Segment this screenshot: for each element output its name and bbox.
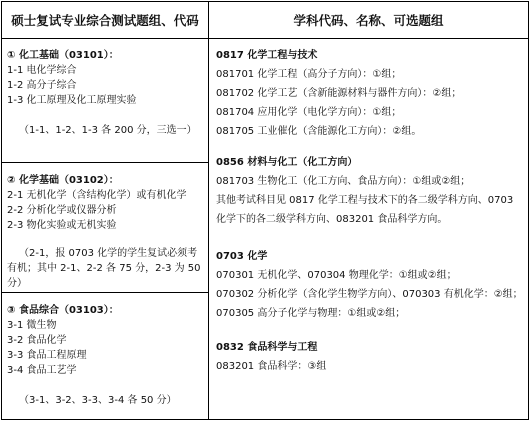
group-cell-2	[2, 163, 209, 293]
group-cell-1	[2, 39, 209, 163]
group-item: 2-1 无机化学（含结构化学）或有机化学	[7, 190, 187, 201]
subject-line: 083201 食品科学：③组	[216, 361, 327, 372]
group-item: 3-1 微生物	[7, 320, 57, 331]
subject-line: 070302 分析化学（含化学生物学方向）、070303 有机化学：②组；	[216, 289, 523, 300]
group-title: ① 化工基础（03101）：	[7, 50, 119, 61]
subject-line: 081703 生物化工（化工方向、食品方向）：①组或②组；	[216, 176, 471, 187]
subject-title: 0703 化学	[216, 251, 268, 262]
group-item: 3-3 食品工程原理	[7, 350, 87, 361]
subject-line: 081701 化学工程（高分子方向）：①组；	[216, 69, 402, 80]
header-exam-groups: 硕士复试专业综合测试题组、代码	[2, 2, 209, 39]
group-item: 1-3 化工原理及化工原理实验	[7, 95, 137, 106]
subject-line: 081705 工业催化（含能源化工方向）：②组。	[216, 126, 422, 137]
subject-title: 0856 材料与化工（化工方向）	[216, 157, 358, 168]
group-item: 3-4 食品工艺学	[7, 365, 77, 376]
group-cell-3	[2, 293, 209, 420]
group-item: 2-3 物化实验或无机实验	[7, 220, 117, 231]
subject-line: 081704 应用化学（电化学方向）：①组；	[216, 107, 402, 118]
group-title: ③ 食品综合（03103）：	[7, 305, 119, 316]
exam-table	[1, 1, 529, 420]
group-item: 1-1 电化学综合	[7, 65, 77, 76]
subject-title: 0817 化学工程与技术	[216, 50, 318, 61]
subjects-cell	[209, 39, 529, 420]
subject-line: 化学下的各二级学科方向、083201 食品科学方向。	[216, 214, 448, 225]
subject-line: 其他考试科目见 0817 化学工程与技术下的各二级学科方向、0703	[216, 195, 514, 206]
group-title: ② 化学基础（03102）：	[7, 175, 119, 186]
subject-line: 070305 高分子化学与物理：①组或②组；	[216, 308, 406, 319]
subject-line: 070301 无机化学、070304 物理化学：①组或②组；	[216, 270, 457, 281]
subject-title: 0832 食品科学与工程	[216, 342, 318, 353]
header-row	[2, 2, 529, 39]
table-row	[2, 39, 529, 163]
group-note: （3-1、3-2、3-3、3-4 各 50 分）	[19, 395, 177, 406]
header-subjects: 学科代码、名称、可选题组	[209, 2, 529, 39]
group-note: （1-1、1-2、1-3 各 200 分，三选一）	[19, 125, 197, 136]
group-item: 2-2 分析化学或仪器分析	[7, 205, 117, 216]
group-item: 3-2 食品化学	[7, 335, 67, 346]
group-item: 1-2 高分子综合	[7, 80, 77, 91]
subject-line: 081702 化学工艺（含新能源材料与器件方向）：②组；	[216, 88, 462, 99]
group-note: （2-1，报 0703 化学的学生复试必须考有机；其中 2-1、2-2 各 75 分，2-3 为 50 分）	[7, 248, 201, 289]
